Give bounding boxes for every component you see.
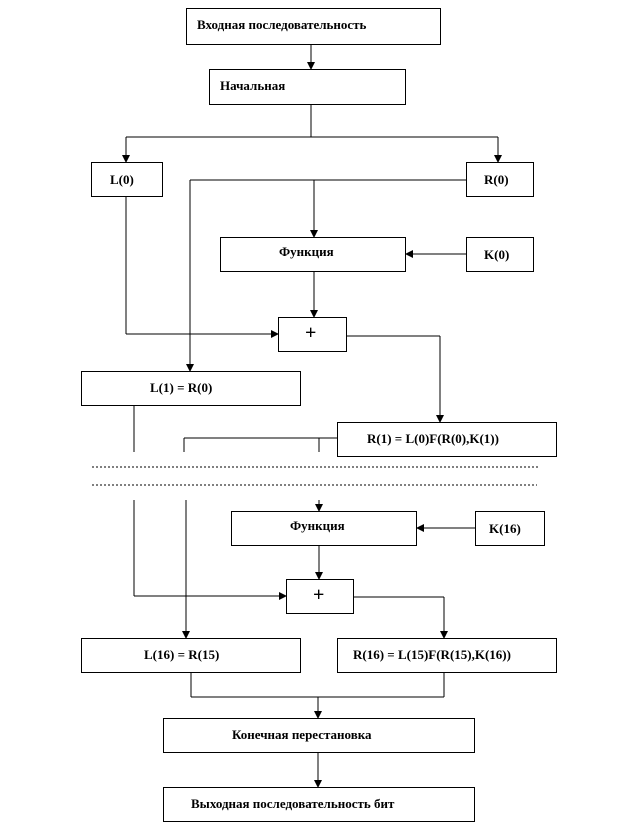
function16-label: Функция bbox=[290, 518, 345, 533]
final-permutation-box bbox=[163, 718, 475, 753]
xor16-box bbox=[286, 579, 354, 614]
function-box bbox=[220, 237, 406, 272]
k16-label: K(16) bbox=[489, 521, 521, 536]
output-sequence-box bbox=[163, 787, 475, 822]
l0-label: L(0) bbox=[110, 172, 134, 187]
k0-box bbox=[466, 237, 534, 272]
xor-box bbox=[278, 317, 347, 352]
r16-box bbox=[337, 638, 557, 673]
initial-permutation-label: Начальная bbox=[220, 78, 286, 93]
r0-box bbox=[466, 162, 534, 197]
r0-label: R(0) bbox=[484, 172, 509, 187]
output-sequence-label: Выходная последовательность бит bbox=[191, 796, 395, 811]
k0-label: K(0) bbox=[484, 247, 510, 262]
input-sequence-label: Входная последовательность bbox=[197, 17, 367, 32]
r1-label: R(1) = L(0)F(R(0),K(1)) bbox=[367, 431, 499, 446]
k16-box bbox=[475, 511, 545, 546]
l16-label: L(16) = R(15) bbox=[144, 647, 220, 662]
l1-label: L(1) = R(0) bbox=[150, 380, 213, 395]
l0-box bbox=[91, 162, 163, 197]
xor16-label: + bbox=[313, 584, 325, 606]
initial-permutation-box bbox=[209, 69, 406, 105]
l16-box bbox=[81, 638, 301, 673]
function16-box bbox=[231, 511, 417, 546]
function-label: Функция bbox=[279, 244, 334, 259]
xor-label: + bbox=[305, 322, 317, 344]
r16-label: R(16) = L(15)F(R(15),K(16)) bbox=[353, 647, 511, 662]
r1-box bbox=[337, 422, 557, 457]
l1-box bbox=[81, 371, 301, 406]
final-permutation-label: Конечная перестановка bbox=[232, 727, 372, 742]
input-sequence-box bbox=[186, 8, 441, 45]
